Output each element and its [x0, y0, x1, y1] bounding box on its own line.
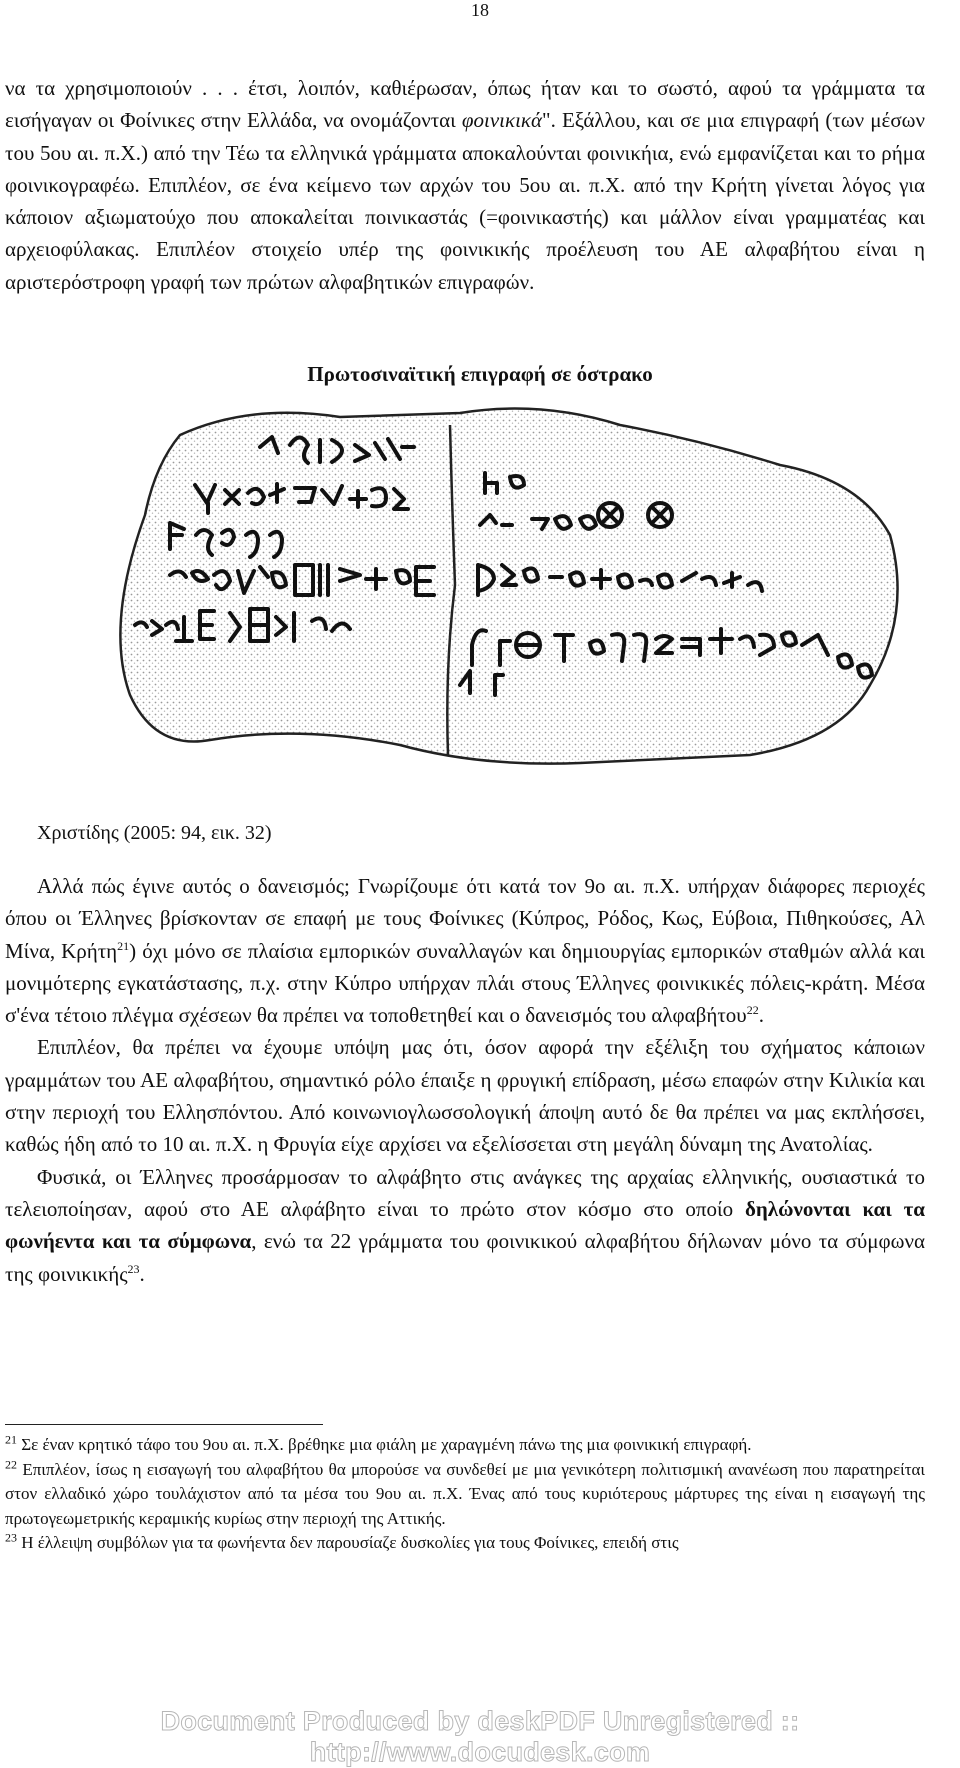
paragraph-1: [5, 72, 925, 298]
footnote-ref-22[interactable]: 22: [746, 1003, 759, 1018]
figure-title: Πρωτοσιναϊτική επιγραφή σε όστρακο: [307, 362, 653, 386]
paragraph-4-text-a: Φυσικά, οι Έλληνες προσάρμοσαν το αλφάβητο στις ανάγκες της αρχαίας ελληνικής, ουσιαστικά το τελειοποίησαν, αφού στο ΑΕ αλφάβητο είναι το πρώτο στον κόσμο στο οποίο: [5, 1164, 925, 1221]
paragraph-2: [5, 870, 925, 1031]
paragraph-2-text-a: Αλλά πώς έγινε αυτός ο δανεισμός; Γνωρίζουμε ότι κατά τον 9ο αι. π.Χ. υπήρχαν διάφορες περιοχές όπου οι Έλληνες βρίσκονταν σε επαφή με τους Φοίνικες (Κύπρος, Ρόδος, Κως, Εύβοια, Πιθηκούσες, Αλ Μίνα, Κρήτη: [5, 874, 925, 963]
footnote-text: Επιπλέον, ίσως η εισαγωγή του αλφαβήτου θα μπορούσε να συνδεθεί με μια γενικότερη πολιτισμική ανανέωση που παρατηρείται στον ελλαδικό χώρο τουλάχιστον από τα μέσα του 9ου αι. π.Χ. Ένας από τους κυριότερους μάρτυρες της είναι η εισαγωγή της πρωτογεωμετρικής κεραμικής κυρίως στην περιοχή της Αττικής.: [5, 1459, 926, 1528]
footnote-22: [5, 1458, 925, 1532]
footnote-number: 22: [5, 1456, 17, 1471]
paragraph-4-bold: δηλώνονται και τα φωνήεντα και τα σύμφωνα: [5, 1196, 925, 1254]
footnote-separator: [5, 1424, 323, 1425]
footnote-number: 23: [5, 1530, 17, 1545]
paragraph-4: [5, 1161, 925, 1290]
ostracon-figure: [100, 395, 925, 815]
paragraph-2-text-c: .: [758, 1003, 764, 1028]
figure-caption: Χριστίδης (2005: 94, εικ. 32): [37, 822, 272, 844]
paragraph-2-text-b: ) όχι μόνο σε πλαίσια εμπορικών συναλλαγών και δημιουργίας εμπορικών σταθμών αλλά και μονιμότερης εγκατάστασης, π.χ. στην Κύπρο υπήρχαν πλάι στους Έλληνες φοινικικές πόλεις-κράτη. Μέσα σ'ένα τέτοιο πλέγμα σχέσεων θα πρέπει να τοποθετηθεί και ο δανεισμός του αλφαβήτου: [5, 938, 925, 1028]
footnote-ref-21[interactable]: 21: [117, 938, 130, 953]
paragraph-4-end: .: [139, 1261, 145, 1286]
footnote-ref-23[interactable]: 23: [127, 1261, 140, 1276]
watermark: Document Produced by deskPDF Unregistered :: http://www.docudesk.com: [160, 1706, 800, 1767]
footnote-23: [5, 1531, 925, 1556]
page-number: 18: [471, 0, 489, 20]
paragraph-1-italic: φοινικικά: [461, 108, 543, 133]
footnote-text: Η έλλειψη συμβόλων για τα φωνήεντα δεν παρουσίαζε δυσκολίες για τους Φοίνικες, επειδή στις: [21, 1533, 679, 1552]
paragraph-4-text-b: , ενώ τα 22 γράμματα του φοινικικού αλφαβήτου δήλωναν μόνο τα σύμφωνα της φοινικικής: [5, 1229, 925, 1286]
footnote-21: [5, 1433, 925, 1458]
ostracon-image: [100, 395, 925, 815]
footnote-number: 21: [5, 1432, 17, 1447]
paragraph-1-text-b: ". Εξάλλου, και σε μια επιγραφή (των μέσων του 5ου αι. π.Χ.) από την Τέω τα ελληνικά γράμματα αποκαλούνται φοινικήια, ενώ εμφανίζεται και το ρήμα φοινικογραφέω. Επιπλέον, σε ένα κείμενο των αρχών του 5ου αι. π.Χ. από την Κρήτη γίνεται λόγος για κάποιον αξιωματούχο που αποκαλείται ποινικαστάς (=φοινικαστής) και μάλλον είναι γραμματέας και αρχειοφύλακας. Επιπλέον στοιχείο υπέρ της φοινικικής προέλευση του ΑΕ αλφαβήτου είναι η αριστερόστροφη γραφή των πρώτων αλφαβητικών επιγραφών.: [5, 108, 925, 294]
main-body: [5, 870, 925, 1290]
footnote-text: Σε έναν κρητικό τάφο του 9ου αι. π.Χ. βρέθηκε μια φιάλη με χαραγμένη πάνω της μια φοινικική επιγραφή.: [21, 1435, 752, 1454]
paragraph-1-text-a: να τα χρησιμοποιούν . . . έτσι, λοιπόν, καθιέρωσαν, όπως ήταν και το σωστό, αφού τα γράμματα τα εισήγαγαν οι Φοίνικες στην Ελλάδα, να ονομάζονται: [5, 76, 925, 133]
paragraph-3: Επιπλέον, θα πρέπει να έχουμε υπόψη μας ότι, όσον αφορά την εξέλιξη του σχήματος κάποιων γραμμάτων του ΑΕ αλφαβήτου, σημαντικό ρόλο έπαιξε η φρυγική επίδραση, μέσω επαφών στην Κιλικία και στην περιοχή του Ελλησπόντου. Από κοινωνιογλωσσολογική άποψη αυτό δε θα πρέπει να μας εκπλήσσει, καθώς ήδη από το 10 αι. π.Χ. η Φρυγία είχε αρχίσει να εξελίσσεται στη μεγάλη δύναμη της Ανατολίας.: [5, 1035, 925, 1157]
footnotes: [5, 1433, 925, 1556]
